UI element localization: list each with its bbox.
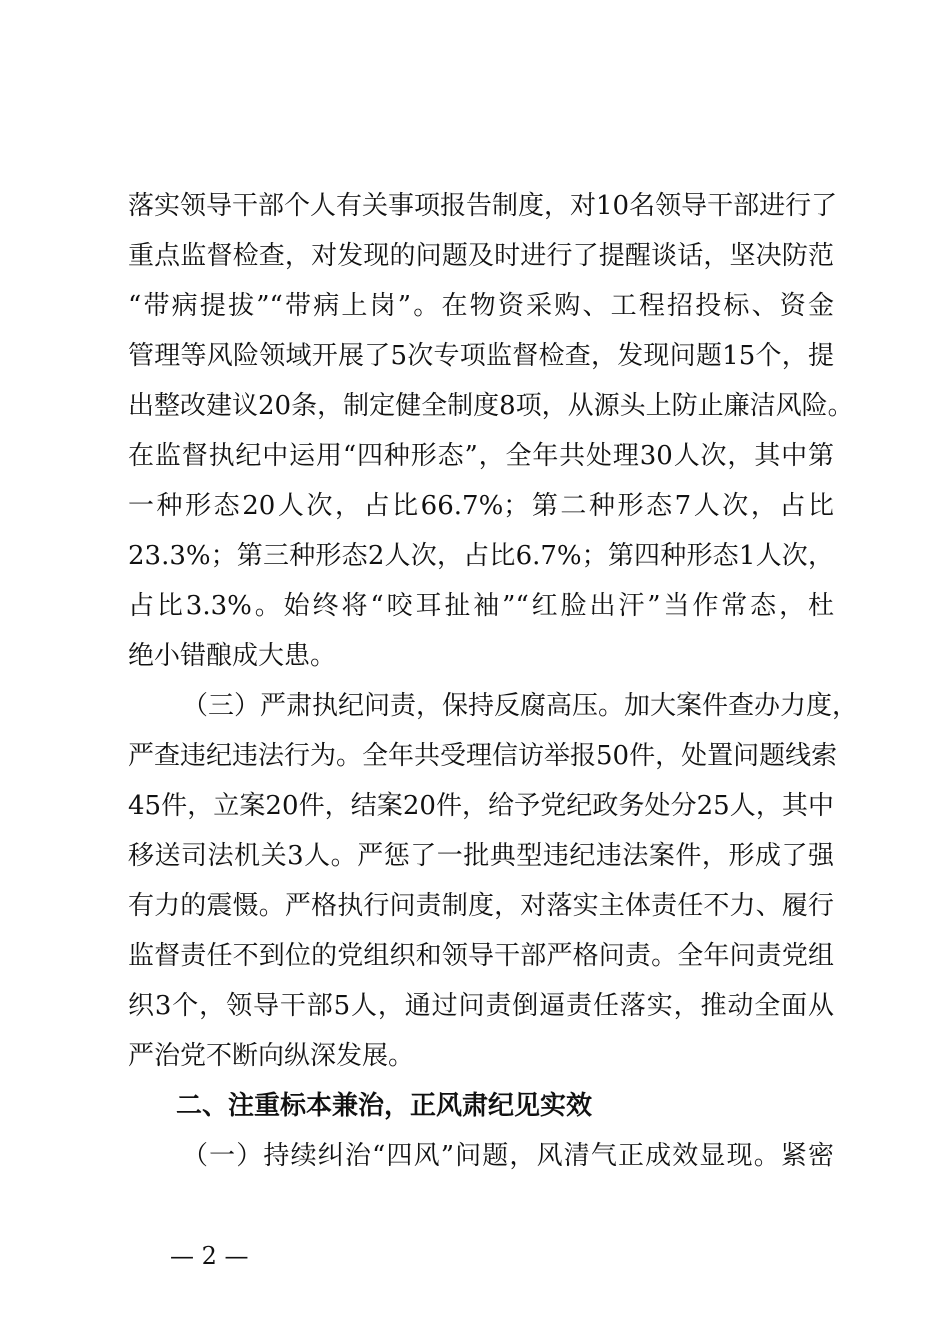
page-number: — 2 — bbox=[170, 1242, 249, 1270]
section-heading: 二、注重标本兼治，正风肃纪见实效 bbox=[176, 1091, 593, 1121]
body-text-line: 45件，立案20件，结案20件，给予党纪政务处分25人，其中 bbox=[128, 791, 834, 821]
body-text-line: 占比3.3%。始终将“咬耳扯袖”“红脸出汗”当作常态，杜 bbox=[128, 591, 834, 621]
body-text-line: 严查违纪违法行为。全年共受理信访举报50件，处置问题线索 bbox=[128, 741, 838, 771]
body-text-line: 落实领导干部个人有关事项报告制度，对10名领导干部进行了 bbox=[128, 191, 838, 221]
body-text-line: 一种形态20人次，占比66.7%；第二种形态7人次，占比 bbox=[128, 491, 834, 521]
body-text-line: 有力的震慑。严格执行问责制度，对落实主体责任不力、履行 bbox=[128, 891, 834, 921]
subsection-start-line: （三）严肃执纪问责，保持反腐高压。加大案件查办力度， bbox=[182, 691, 859, 721]
subsection-start-line: （一）持续纠治“四风”问题，风清气正成效显现。紧密 bbox=[182, 1141, 834, 1171]
body-text-line: 管理等风险领域开展了5次专项监督检查，发现问题15个，提 bbox=[128, 341, 834, 371]
body-text-line: 23.3%；第三种形态2人次，占比6.7%；第四种形态1人次， bbox=[128, 541, 834, 571]
body-text-line: 在监督执纪中运用“四种形态”，全年共处理30人次，其中第 bbox=[128, 441, 834, 471]
body-text-line: 严治党不断向纵深发展。 bbox=[128, 1041, 415, 1071]
body-text-line: 监督责任不到位的党组织和领导干部严格问责。全年问责党组 bbox=[128, 941, 834, 971]
body-text-line: 织3个，领导干部5人，通过问责倒逼责任落实，推动全面从 bbox=[128, 991, 834, 1021]
body-text-line: 出整改建议20条，制定健全制度8项，从源头上防止廉洁风险。 bbox=[128, 391, 854, 421]
body-text-line: “带病提拔”“带病上岗”。在物资采购、工程招投标、资金 bbox=[128, 291, 834, 321]
body-text-line: 重点监督检查，对发现的问题及时进行了提醒谈话，坚决防范 bbox=[128, 241, 834, 271]
body-text-line: 绝小错酿成大患。 bbox=[128, 641, 337, 671]
body-text-line: 移送司法机关3人。严惩了一批典型违纪违法案件，形成了强 bbox=[128, 841, 834, 871]
